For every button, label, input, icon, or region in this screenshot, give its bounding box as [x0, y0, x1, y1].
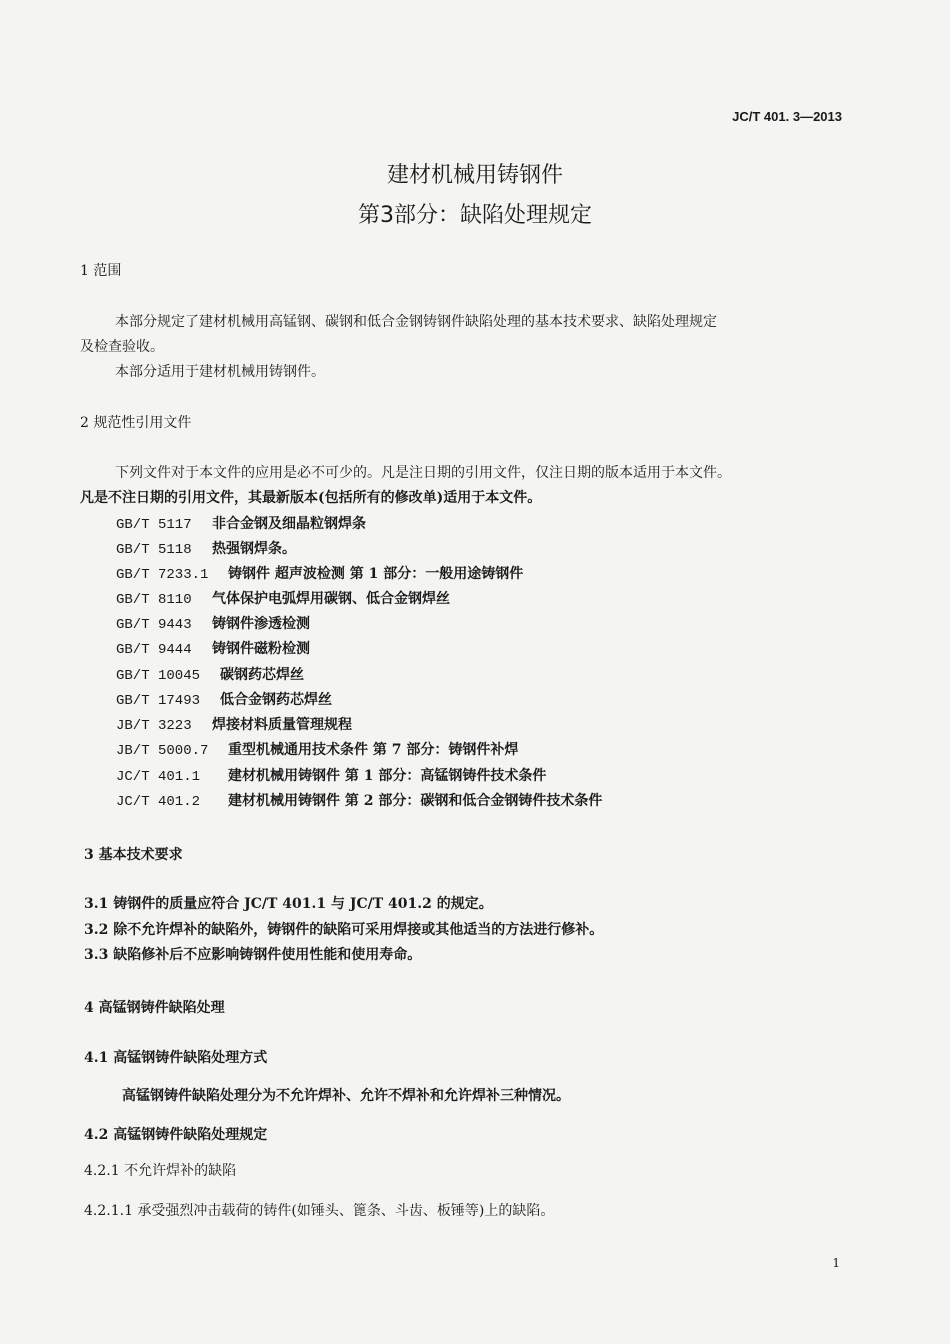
reference-title: 建材机械用铸钢件 第 2 部分：碳钢和低合金钢铸件技术条件	[228, 793, 603, 809]
clause-4-1-paragraph: 高锰钢铸件缺陷处理分为不允许焊补、允许不焊补和允许焊补三种情况。	[122, 1088, 570, 1104]
reference-title: 气体保护电弧焊用碳钢、低合金钢焊丝	[212, 591, 450, 607]
reference-code: GB/T 9443	[116, 617, 192, 633]
reference-code: GB/T 9444	[116, 642, 192, 658]
reference-item	[116, 513, 366, 533]
section-1-paragraph: 本部分规定了建材机械用高锰钢、碳钢和低合金钢铸钢件缺陷处理的基本技术要求、缺陷处理规定	[115, 314, 717, 330]
reference-item	[116, 790, 602, 810]
reference-item	[116, 588, 450, 608]
reference-title: 重型机械通用技术条件 第 7 部分：铸钢件补焊	[228, 742, 519, 758]
standard-code: JC/T 401. 3—2013	[732, 109, 842, 124]
reference-title: 铸钢件 超声波检测 第 1 部分：一般用途铸钢件	[228, 566, 524, 582]
reference-code: GB/T 10045	[116, 668, 201, 684]
section-4-heading: 4 高锰钢铸件缺陷处理	[84, 1000, 225, 1016]
clause-3-3: 3.3 缺陷修补后不应影响铸钢件使用性能和使用寿命。	[84, 947, 422, 963]
reference-code: JB/T 5000.7	[116, 743, 209, 759]
clause-3-1: 3.1 铸钢件的质量应符合 JC/T 401.1 与 JC/T 401.2 的规定。	[84, 896, 493, 912]
section-2-paragraph: 下列文件对于本文件的应用是必不可少的。凡是注日期的引用文件，仅注日期的版本适用于本文件。	[115, 465, 731, 481]
reference-item	[116, 538, 296, 558]
reference-item	[116, 765, 546, 785]
clause-3-2: 3.2 除不允许焊补的缺陷外，铸钢件的缺陷可采用焊接或其他适当的方法进行修补。	[84, 922, 604, 938]
section-1-heading: 1 范围	[80, 263, 122, 279]
reference-code: JC/T 401.1	[116, 769, 201, 785]
section-2-heading: 2 规范性引用文件	[80, 415, 192, 431]
reference-code: GB/T 8110	[116, 592, 192, 608]
reference-item	[116, 613, 310, 633]
reference-code: JC/T 401.2	[116, 794, 201, 810]
document-title: 建材机械用铸钢件	[386, 163, 563, 188]
clause-4-2-heading: 4.2 高锰钢铸件缺陷处理规定	[84, 1127, 268, 1143]
reference-code: GB/T 17493	[116, 693, 201, 709]
reference-title: 低合金钢药芯焊丝	[220, 692, 332, 708]
reference-title: 建材机械用铸钢件 第 1 部分：高锰钢铸件技术条件	[228, 768, 547, 784]
section-1-scope: 本部分适用于建材机械用铸钢件。	[115, 364, 325, 380]
reference-title: 非合金钢及细晶粒钢焊条	[212, 516, 366, 532]
page-number: 1	[832, 1256, 840, 1270]
reference-title: 热强钢焊条。	[212, 541, 296, 557]
reference-item	[116, 664, 304, 684]
reference-title: 焊接材料质量管理规程	[212, 717, 352, 733]
reference-title: 铸钢件渗透检测	[212, 616, 310, 632]
reference-item	[116, 689, 332, 709]
reference-code: GB/T 5118	[116, 542, 192, 558]
section-1-paragraph-cont: 及检查验收。	[80, 339, 164, 355]
section-2-paragraph-cont: 凡是不注日期的引用文件，其最新版本(包括所有的修改单)适用于本文件。	[80, 490, 542, 506]
clause-4-2-1-1: 4.2.1.1 承受强烈冲击载荷的铸件(如锤头、篦条、斗齿、板锤等)上的缺陷。	[84, 1203, 555, 1219]
clause-4-2-1-heading: 4.2.1 不允许焊补的缺陷	[84, 1163, 237, 1179]
reference-item	[116, 638, 310, 658]
reference-title: 碳钢药芯焊丝	[220, 667, 304, 683]
reference-item	[116, 714, 352, 734]
reference-title: 铸钢件磁粉检测	[212, 641, 310, 657]
reference-item	[116, 739, 518, 759]
clause-4-1-heading: 4.1 高锰钢铸件缺陷处理方式	[84, 1050, 268, 1066]
reference-code: JB/T 3223	[116, 718, 192, 734]
document-subtitle: 第3部分：缺陷处理规定	[358, 203, 592, 228]
reference-code: GB/T 5117	[116, 517, 192, 533]
section-3-heading: 3 基本技术要求	[84, 847, 183, 863]
reference-code: GB/T 7233.1	[116, 567, 209, 583]
reference-item	[116, 563, 523, 583]
